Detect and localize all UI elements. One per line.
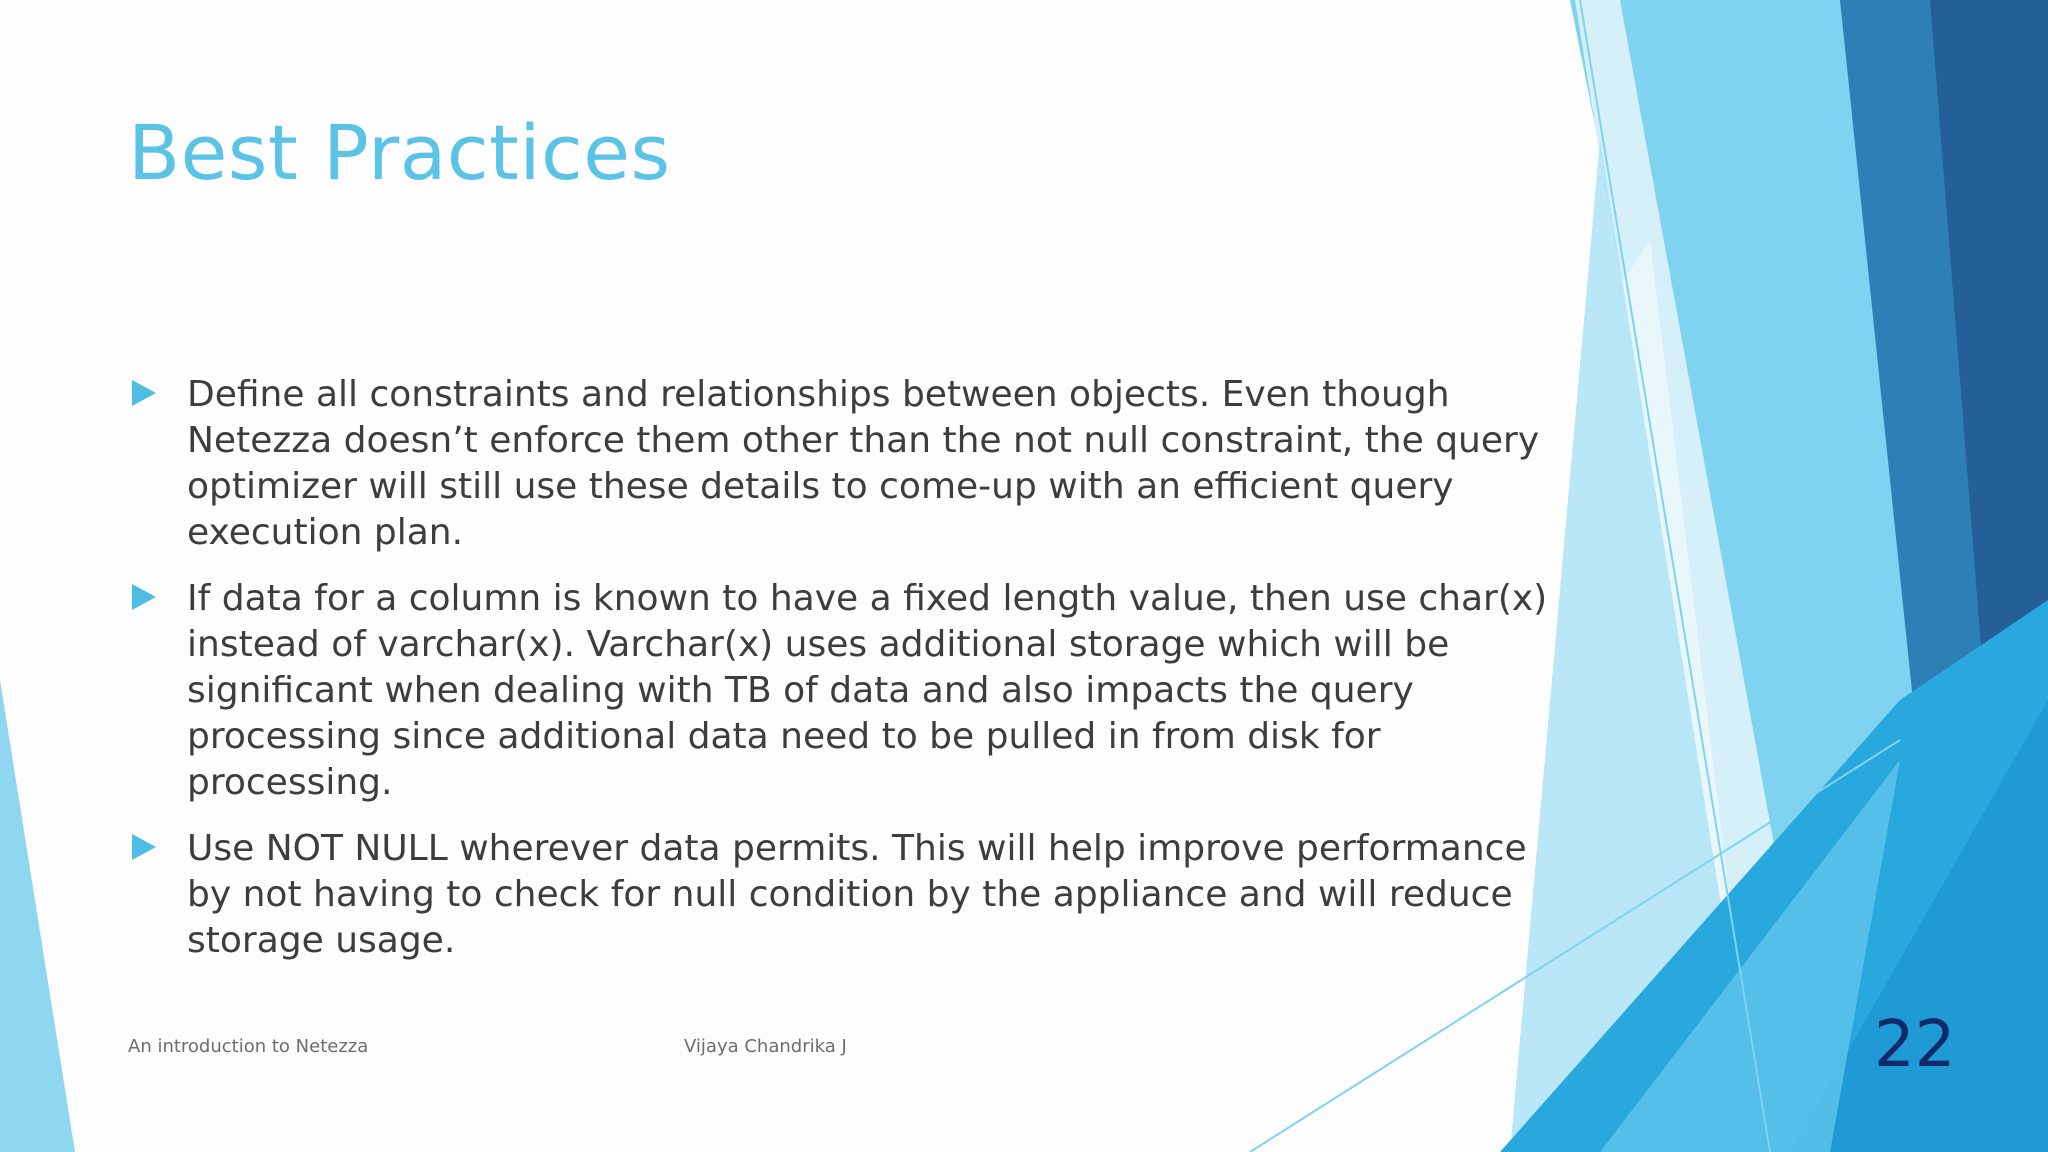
page-number: 22 bbox=[1874, 1008, 1956, 1082]
bullet-item bbox=[128, 372, 1558, 556]
footer-author: Vijaya Chandrika J bbox=[684, 1036, 847, 1057]
bullet-arrow-icon bbox=[132, 380, 156, 406]
bullet-arrow-icon bbox=[132, 834, 156, 860]
bullet-text: Define all constraints and relationships between objects. Even though Netezza doesn’t enforce them other than the not null constraint, the query optimizer will still use these details to come-up with an efficient query execution plan. bbox=[187, 374, 1540, 553]
slide-title: Best Practices bbox=[128, 108, 671, 197]
bullet-text: If data for a column is known to have a fixed length value, then use char(x) instead of varchar(x). Varchar(x) uses additional storage which will be significant when dealing with TB of data and also impacts the query processing since additional data need to be pulled in from disk for processing. bbox=[187, 578, 1548, 803]
bullet-item bbox=[128, 576, 1558, 806]
bullet-item bbox=[128, 826, 1558, 964]
bullet-text: Use NOT NULL wherever data permits. This will help improve performance by not having to check for null condition by the appliance and will reduce storage usage. bbox=[187, 828, 1527, 961]
bullet-list bbox=[128, 372, 1558, 984]
footer-presentation-title: An introduction to Netezza bbox=[128, 1036, 369, 1057]
bullet-arrow-icon bbox=[132, 584, 156, 610]
deco-left-sliver bbox=[0, 680, 75, 1152]
